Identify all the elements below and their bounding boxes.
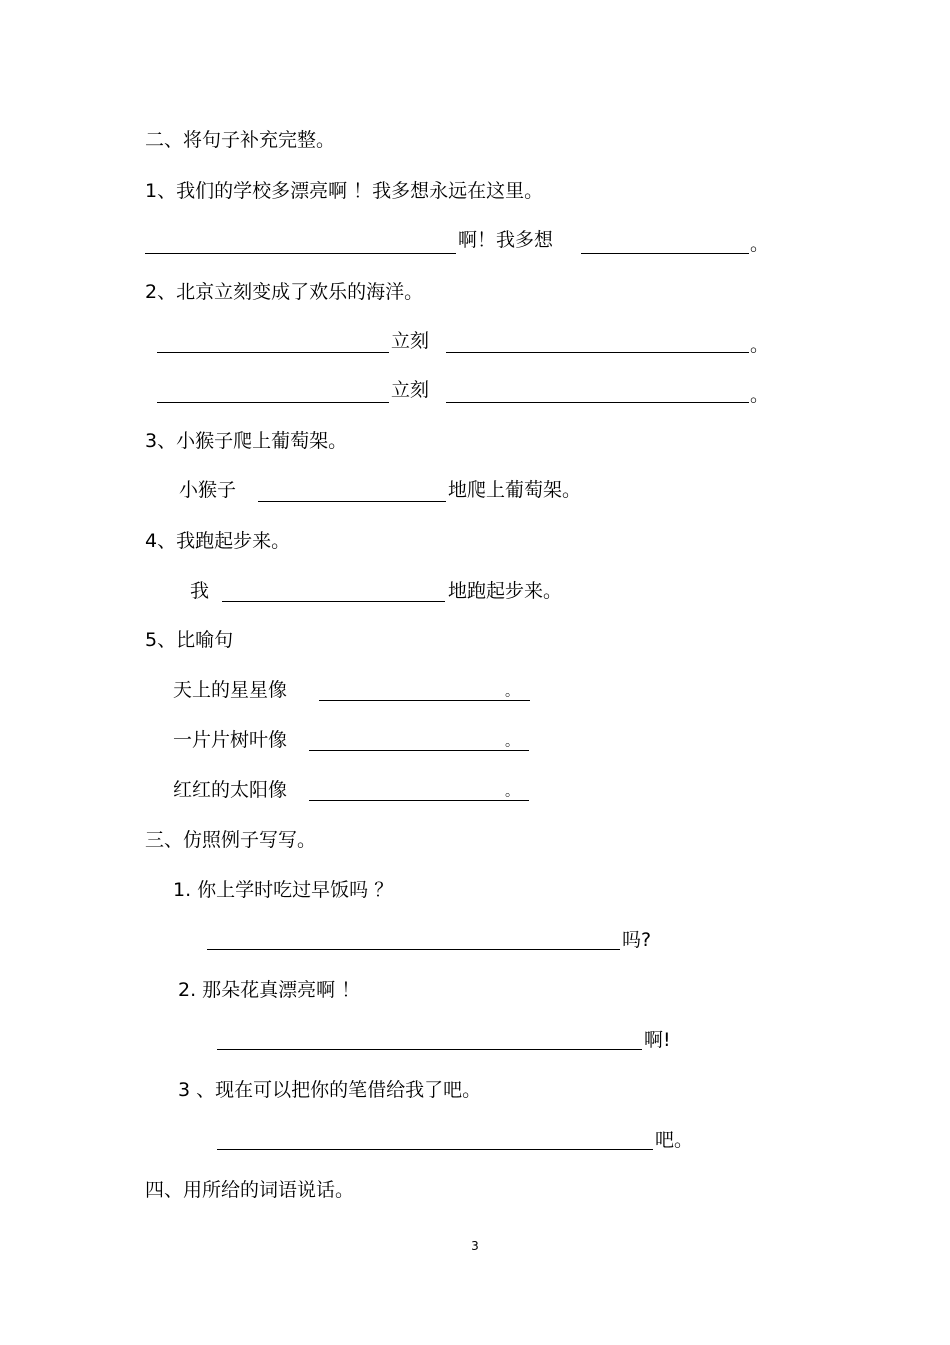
question-1-blank-2[interactable] xyxy=(581,253,749,254)
example-2-end: 啊! xyxy=(644,1029,671,1051)
question-2-word-b: 立刻 xyxy=(391,379,430,401)
example-2-blank[interactable] xyxy=(217,1049,642,1050)
question-5-prompt: 5、比喻句 xyxy=(145,629,234,651)
question-4-end: 地跑起步来。 xyxy=(448,580,563,602)
question-4-prompt: 4、我跑起步来。 xyxy=(145,530,291,552)
simile-2-start: 一片片树叶像 xyxy=(173,729,288,751)
question-4-start: 我 xyxy=(190,580,210,602)
example-2-prompt: 2. 那朵花真漂亮啊 ！ xyxy=(178,979,361,1001)
question-4-blank[interactable] xyxy=(222,601,445,602)
section-3-heading: 三、仿照例子写写。 xyxy=(145,829,317,851)
question-2-end-b: 。 xyxy=(750,384,770,406)
simile-1-end: 。 xyxy=(505,684,519,700)
question-1-blank-1[interactable] xyxy=(145,253,456,254)
section-2-heading: 二、将句子补充完整。 xyxy=(145,129,336,151)
question-2-blank-a2[interactable] xyxy=(446,352,749,353)
example-3-prompt: 3 、现在可以把你的笔借给我了吧。 xyxy=(178,1079,482,1101)
example-1-prompt: 1. 你上学时吃过早饭吗 ？ xyxy=(173,879,394,901)
simile-2-blank[interactable] xyxy=(309,750,529,751)
question-2-blank-a1[interactable] xyxy=(157,352,389,353)
simile-3-end: 。 xyxy=(505,784,519,800)
example-3-blank[interactable] xyxy=(217,1149,653,1150)
question-1-end: 。 xyxy=(750,233,770,255)
simile-2-end: 。 xyxy=(505,734,519,750)
question-3-blank[interactable] xyxy=(258,501,446,502)
simile-3-blank[interactable] xyxy=(309,800,529,801)
question-1-prompt: 1、我们的学校多漂亮啊 ！我多想永远在这里。 xyxy=(145,180,544,202)
question-2-blank-b2[interactable] xyxy=(446,402,749,403)
question-2-word-a: 立刻 xyxy=(391,330,430,352)
question-3-end: 地爬上葡萄架。 xyxy=(448,479,582,501)
simile-1-blank[interactable] xyxy=(319,700,530,701)
page-number: 3 xyxy=(471,1239,479,1253)
section-4-heading: 四、用所给的词语说话。 xyxy=(145,1179,355,1201)
example-3-end: 吧。 xyxy=(655,1129,694,1151)
question-3-start: 小猴子 xyxy=(179,479,237,501)
question-2-prompt: 2、北京立刻变成了欢乐的海洋。 xyxy=(145,281,424,303)
simile-3-start: 红红的太阳像 xyxy=(173,779,288,801)
question-2-blank-b1[interactable] xyxy=(157,402,389,403)
example-1-blank[interactable] xyxy=(207,949,620,950)
example-1-end: 吗? xyxy=(622,929,652,951)
question-1-middle-text: 啊！我多想 xyxy=(458,229,554,251)
question-3-prompt: 3、小猴子爬上葡萄架。 xyxy=(145,430,348,452)
simile-1-start: 天上的星星像 xyxy=(173,679,288,701)
question-2-end-a: 。 xyxy=(750,334,770,356)
